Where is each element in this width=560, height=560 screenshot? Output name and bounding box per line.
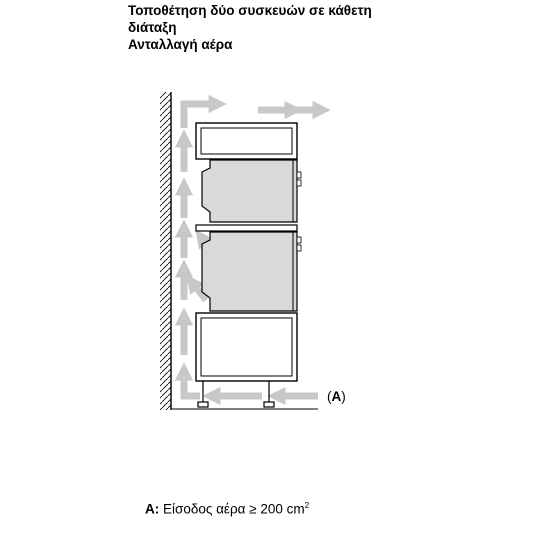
base-cabinet xyxy=(196,313,297,381)
intermediate-shelf xyxy=(196,225,297,231)
legend-key: A: xyxy=(145,501,160,517)
legend xyxy=(145,501,309,517)
callout-letter: A xyxy=(331,389,342,404)
legend-text: Είσοδος αέρα ≥ 200 cm xyxy=(159,501,305,517)
legend-superscript: 2 xyxy=(304,501,310,510)
heading-line-1: Τοποθέτηση δύο συσκευών σε κάθετη xyxy=(128,3,372,18)
heading-line-3: Ανταλλαγή αέρα xyxy=(128,37,233,52)
oven-appliance-icon xyxy=(202,232,301,311)
oven-appliance-icon xyxy=(202,160,301,222)
wall-hatch-icon xyxy=(160,92,171,410)
top-cabinet xyxy=(196,123,297,159)
air-inlet-callout: (A) xyxy=(327,389,346,404)
heading-line-2: διάταξη xyxy=(128,20,177,35)
